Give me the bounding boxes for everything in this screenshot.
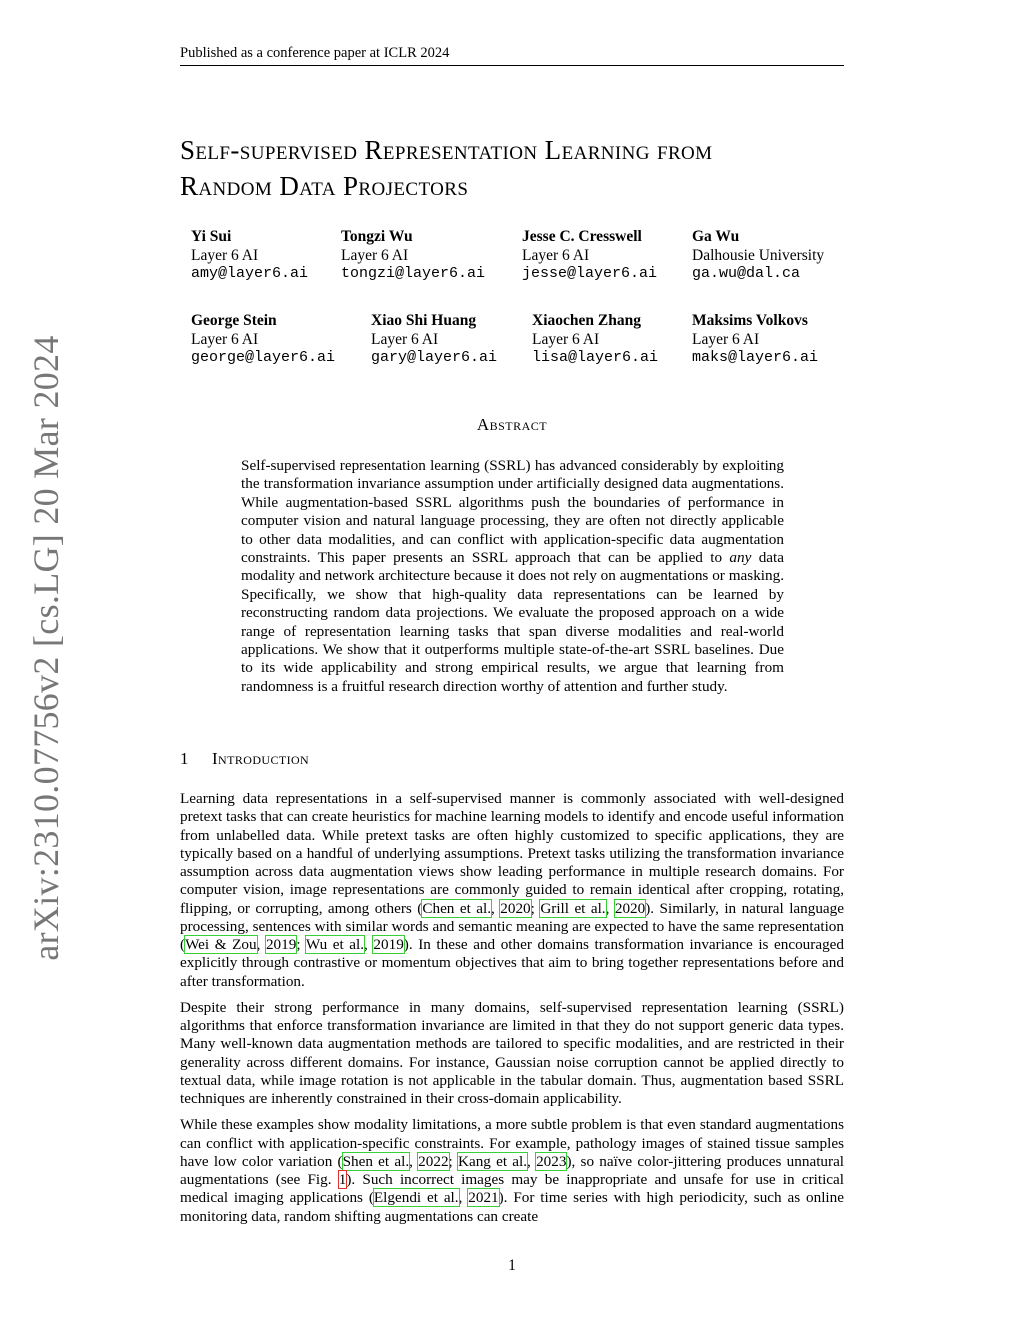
page-number: 1 xyxy=(508,1257,516,1274)
author-email[interactable]: gary@layer6.ai xyxy=(371,349,498,366)
separator-text: , xyxy=(491,899,501,917)
paper-title xyxy=(180,132,860,204)
paragraph-text: ). In these and other domains transformation invariance is encouraged explicitly through contrastive or momentum objectives that aim to bring together representations before and after transformation. xyxy=(180,936,845,990)
section-number: 1 xyxy=(180,749,189,768)
citation-link[interactable]: Chen et al. xyxy=(422,899,492,917)
paragraph-text: While these examples show modality limitations, a more subtle problem is that even standard augmentations can conflict with application-specific constraints. For example, pathology images of stained tissue samples have low color variation ( xyxy=(180,1116,844,1170)
separator-text: ; xyxy=(448,1152,458,1170)
author-email[interactable]: maks@layer6.ai xyxy=(692,349,819,366)
author-block xyxy=(692,228,824,284)
author-affiliation: Layer 6 AI xyxy=(692,330,760,348)
introduction-body xyxy=(180,790,844,1234)
abstract-heading: Abstract xyxy=(476,415,548,434)
abstract-emphasis: any xyxy=(729,549,752,567)
author-name: Ga Wu xyxy=(692,228,740,245)
citation-link[interactable]: 2022 xyxy=(418,1152,449,1170)
abstract-text xyxy=(241,457,784,696)
paragraph: Despite their strong performance in many domains, self-supervised representation learning (SSRL) algorithms that enforce transformation invariance are limited in that they do not support generic data types. Many well-known data augmentation methods are tailored to specific modalities, and are restricted in their generality across different domains. For instance, Gaussian noise corruption cannot be applied directly to textual data, while image rotation is not applicable in the tabular domain. Thus, augmentation based SSRL techniques are inherently constrained in their cross-domain applicability. xyxy=(180,998,844,1107)
paragraph xyxy=(180,1116,844,1226)
author-email[interactable]: tongzi@layer6.ai xyxy=(341,265,486,282)
author-block xyxy=(522,228,657,284)
citation-link[interactable]: Kang et al. xyxy=(457,1152,528,1170)
title-line-1: Self-supervised Representation Learning from xyxy=(180,135,713,165)
author-name: Xiaochen Zhang xyxy=(532,312,641,329)
title-line-2: Random Data Projectors xyxy=(180,171,469,201)
citation-link[interactable]: 2021 xyxy=(468,1189,499,1207)
separator-text: ; xyxy=(296,936,306,953)
author-name: Tongzi Wu xyxy=(341,228,413,245)
citation-link[interactable]: 2020 xyxy=(500,899,531,917)
author-email[interactable]: jesse@layer6.ai xyxy=(522,265,658,282)
citation-link[interactable]: Grill et al. xyxy=(540,899,606,917)
citation-link[interactable]: Wei & Zou xyxy=(185,936,257,953)
abstract-text-part: data modality and network architecture because it does not rely on augmentations or masking. Specifically, we show that high-quality data representations can be learned by reconstructing random data projections. We evaluate the proposed approach on a wide range of representation learning tasks that span diverse modalities and real-world applications. We show that it outperforms multiple state-of-the-art SSRL baselines. Due to its wide applicability and strong empirical results, we argue that learning from randomness is a fruitful research direction worthy of attention and further study. xyxy=(241,549,785,695)
author-block xyxy=(341,228,485,284)
citation-link[interactable]: 2019 xyxy=(373,936,404,953)
author-name: Xiao Shi Huang xyxy=(371,312,477,329)
paragraph-text: ). Similarly, in natural language processing, sentences with similar words and semantic meaning are expected to have the same representation ( xyxy=(180,899,845,953)
author-affiliation: Layer 6 AI xyxy=(532,330,600,348)
citation-link[interactable]: Shen et al. xyxy=(342,1152,410,1170)
author-name: Maksims Volkovs xyxy=(692,312,808,329)
separator-text: , xyxy=(527,1152,537,1170)
separator-text: , xyxy=(256,936,266,953)
paragraph-text: ). Such incorrect images may be inappropriate and unsafe for use in critical medical imaging applications ( xyxy=(180,1171,844,1207)
author-affiliation: Layer 6 AI xyxy=(371,330,439,348)
citation-link[interactable]: 2023 xyxy=(536,1152,567,1170)
citation-link[interactable]: 2019 xyxy=(265,936,297,953)
author-affiliation: Dalhousie University xyxy=(692,246,825,264)
separator-text: ; xyxy=(530,899,541,917)
author-block xyxy=(532,312,658,368)
paragraph xyxy=(180,790,844,991)
separator-text: , xyxy=(364,936,374,953)
author-email[interactable]: amy@layer6.ai xyxy=(191,265,309,282)
author-name: Jesse C. Cresswell xyxy=(522,228,642,245)
figure-reference-link[interactable]: 1 xyxy=(338,1171,347,1188)
paragraph-text: ), so naïve color-jittering produces unnatural augmentations (see Fig. xyxy=(180,1152,845,1188)
abstract-text-part: Self-supervised representation learning (SSRL) has advanced considerably by exploiting the transformation invariance assumption under artificially designed data augmentations. While augmentation-based SSRL algorithms push the boundaries of performance in computer vision and natural language processing, they are often not directly applicable to other data modalities, and can conflict with application-specific data augmentation constraints. This paper presents an SSRL approach that can be applied to xyxy=(241,457,784,567)
author-name: Yi Sui xyxy=(191,228,232,245)
author-affiliation: Layer 6 AI xyxy=(191,246,259,264)
citation-link[interactable]: Elgendi et al. xyxy=(373,1189,459,1207)
section-heading xyxy=(180,749,580,769)
author-block xyxy=(371,312,497,368)
paragraph-text: ). For time series with high periodicity, such as online monitoring data, random shifting augmentations can create xyxy=(180,1189,844,1225)
separator-text: , xyxy=(409,1152,419,1170)
author-email[interactable]: george@layer6.ai xyxy=(191,349,336,366)
author-email[interactable]: lisa@layer6.ai xyxy=(532,349,659,366)
arxiv-identifier: arXiv:2310.07756v2 [cs.LG] 20 Mar 2024 xyxy=(26,335,66,961)
author-affiliation: Layer 6 AI xyxy=(522,246,590,264)
author-affiliation: Layer 6 AI xyxy=(191,330,259,348)
author-block xyxy=(692,312,818,368)
running-header: Published as a conference paper at ICLR 2024 xyxy=(180,44,844,66)
separator-text: , xyxy=(458,1189,469,1207)
author-name: George Stein xyxy=(191,312,277,329)
citation-link[interactable]: 2020 xyxy=(614,899,646,917)
author-affiliation: Layer 6 AI xyxy=(341,246,409,264)
separator-text: , xyxy=(605,899,615,917)
author-email[interactable]: ga.wu@dal.ca xyxy=(692,265,801,282)
citation-link[interactable]: Wu et al. xyxy=(305,936,365,953)
author-block xyxy=(191,312,335,368)
paragraph-text: Learning data representations in a self-supervised manner is commonly associated with well-designed pretext tasks that can create heuristics for machine learning models to identify and encode useful information from unlabelled data. While pretext tasks are often highly customized to specific applications, they are typically based on a handful of underlying assumptions. Pretext tasks utilizing the transformation invariance assumption across data augmentation views show leading performance in multiple research domains. For computer vision, image representations are commonly guided to remain identical after cropping, rotating, flipping, or corrupting, among others ( xyxy=(180,790,844,917)
section-title: Introduction xyxy=(212,749,310,768)
author-block xyxy=(191,228,308,284)
